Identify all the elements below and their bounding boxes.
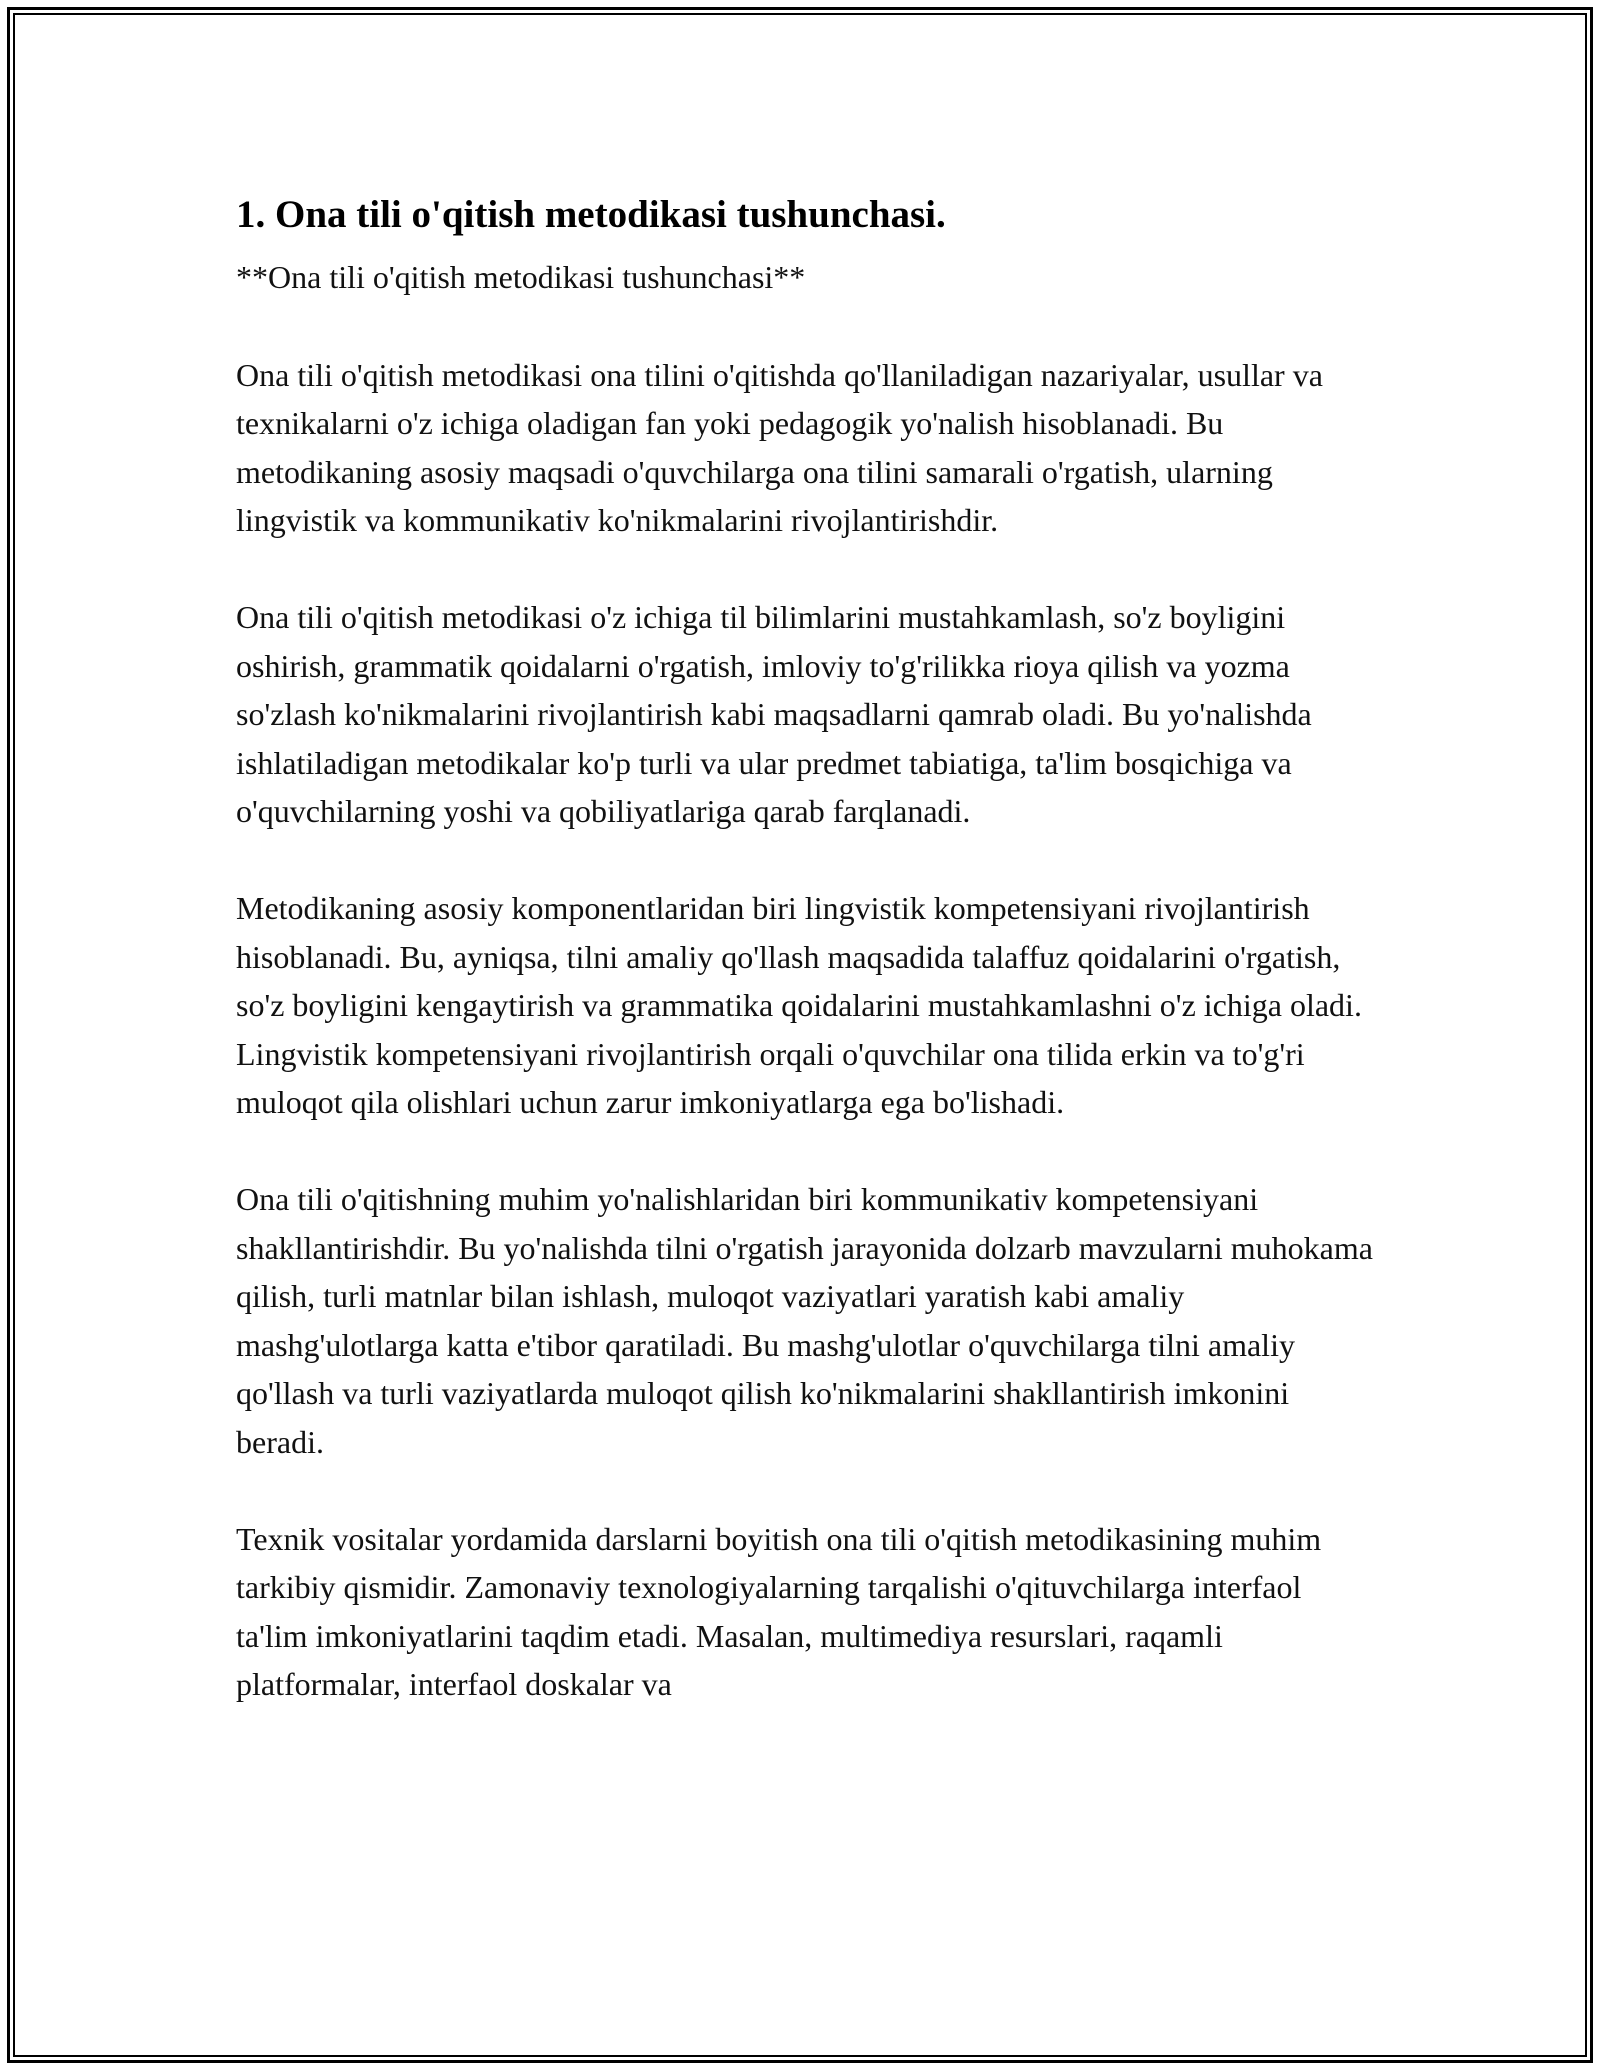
paragraph-4: Ona tili o'qitishning muhim yo'nalishlaridan biri kommunikativ kompetensiyani shakllantirishdir. Bu yo'nalishda tilni o'rgatish jarayonida dolzarb mavzularni muhokama qilish, turli matnlar bilan ishlash, muloqot vaziyatlari yaratish kabi amaliy mashg'ulotlarga katta e'tibor qaratiladi. Bu mashg'ulotlar o'quvchilarga tilni amaliy qo'llash va turli vaziyatlarda muloqot qilish ko'nikmalarini shakllantirish imkonini beradi. [236, 1181, 1373, 1460]
paragraph-5: Texnik vositalar yordamida darslarni boyitish ona tili o'qitish metodikasining muhim tarkibiy qismidir. Zamonaviy texnologiyalarning tarqalishi o'qituvchilarga interfaol ta'lim imkoniyatlarini taqdim etadi. Masalan, multimediya resurslari, raqamli platformalar, interfaol doskalar va [236, 1520, 1322, 1702]
paragraph-3: Metodikaning asosiy komponentlaridan biri lingvistik kompetensiyani rivojlantirish hisoblanadi. Bu, ayniqsa, tilni amaliy qo'llash maqsadida talaffuz qoidalarini o'rgatish, so'z boyligini kengaytirish va grammatika qoidalarini mustahkamlashni o'z ichiga oladi. Lingvistik kompetensiyani rivojlantirish orqali o'quvchilar ona tilida erkin va to'g'ri muloqot qila olishlari uchun zarur imkoniyatlarga ega bo'lishadi. [236, 890, 1362, 1120]
page-title: 1. Ona tili o'qitish metodikasi tushunchasi. [236, 193, 946, 236]
document-body [236, 185, 1376, 1757]
section-subtitle: **Ona tili o'qitish metodikasi tushunchasi** [236, 259, 806, 295]
paragraph-1: Ona tili o'qitish metodikasi ona tilini o'qitishda qo'llaniladigan nazariyalar, usullar va texnikalarni o'z ichiga oladigan fan yoki pedagogik yo'nalish hisoblanadi. Bu metodikaning asosiy maqsadi o'quvchilarga ona tilini samarali o'rgatish, ularning lingvistik va kommunikativ ko'nikmalarini rivojlantirishdir. [236, 356, 1323, 538]
paragraph-2: Ona tili o'qitish metodikasi o'z ichiga til bilimlarini mustahkamlash, so'z boyligini oshirish, grammatik qoidalarni o'rgatish, imloviy to'g'rilikka rioya qilish va yozma so'zlash ko'nikmalarini rivojlantirish kabi maqsadlarni qamrab oladi. Bu yo'nalishda ishlatiladigan metodikalar ko'p turli va ular predmet tabiatiga, ta'lim bosqichiga va o'quvchilarning yoshi va qobiliyatlariga qarab farqlanadi. [236, 599, 1312, 829]
